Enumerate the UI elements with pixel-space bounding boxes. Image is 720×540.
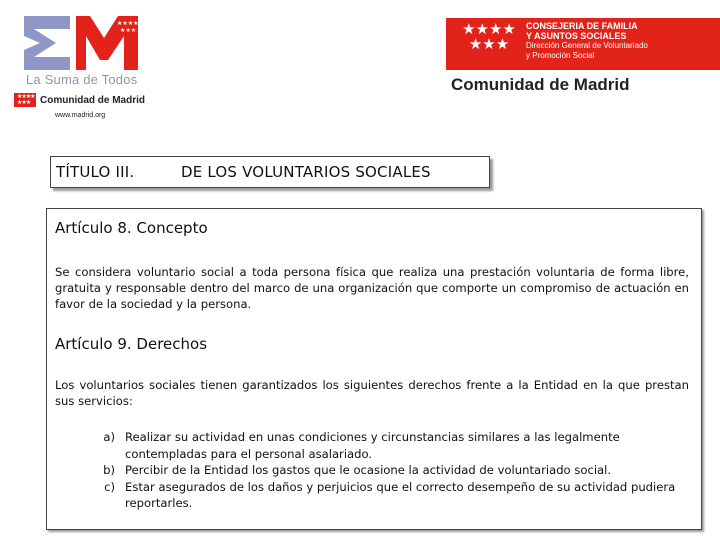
list-marker: a) <box>103 430 115 444</box>
madrid-flag-icon: ★★★★ ★★★ <box>14 93 36 107</box>
banner-line-1: CONSEJERIA DE FAMILIA <box>526 21 638 31</box>
madrid-url: www.madrid.org <box>55 112 106 119</box>
list-item-text: Percibir de la Entidad los gastos que le ocasione la actividad de voluntariado social. <box>125 463 612 477</box>
comunidad-madrid-small-logo <box>14 93 145 107</box>
article-9-body: Los voluntarios sociales tienen garantizados los siguientes derechos frente a la Entidad en la que prestan sus servicios: <box>55 378 689 408</box>
articles-box <box>46 208 702 530</box>
suma-de-todos-logo <box>24 16 140 70</box>
list-item-text: Realizar su actividad en unas condiciones y circunstancias similares a las legalmente contempladas para el personal asalariado. <box>125 430 620 461</box>
list-marker: b) <box>103 463 115 477</box>
comunidad-madrid-small-text: Comunidad de Madrid <box>40 94 145 106</box>
list-item <box>81 462 691 479</box>
logo-e-shape <box>24 16 70 70</box>
list-marker: c) <box>104 479 115 494</box>
rights-list <box>81 429 691 512</box>
section-title-box <box>50 156 490 188</box>
consejeria-banner <box>446 18 720 70</box>
banner-line-3: Dirección General de Voluntariado <box>526 41 648 50</box>
svg-text:★★★: ★★★ <box>120 27 137 34</box>
list-item <box>81 429 691 462</box>
title-text: DE LOS VOLUNTARIOS SOCIALES <box>181 163 431 181</box>
article-8-heading: Artículo 8. Concepto <box>55 219 208 237</box>
svg-text:★★★★: ★★★★ <box>117 20 139 27</box>
list-item-text: Estar asegurados de los daños y perjuicios que el correcto desempeño de su actividad pudiera reportarles. <box>125 479 676 510</box>
banner-line-2: Y ASUNTOS SOCIALES <box>526 30 627 41</box>
logo-tagline: La Suma de Todos <box>26 72 138 87</box>
banner-text <box>526 22 648 60</box>
logo-stars-icon <box>117 20 139 34</box>
article-8-body: Se considera voluntario social a toda persona física que realiza una prestación voluntaria de forma libre, gratuita y responsable dentro del marco de una organización que comporte un compromiso de actuación en favor de la sociedad y la persona. <box>55 265 689 311</box>
banner-stars-icon: ★★★★ ★★★ <box>462 20 516 53</box>
article-9-heading: Artículo 9. Derechos <box>55 335 208 353</box>
title-number: TÍTULO III. <box>56 163 135 181</box>
comunidad-madrid-title: Comunidad de Madrid <box>451 75 630 94</box>
list-item <box>81 479 691 512</box>
banner-line-4: y Promoción Social <box>526 50 595 60</box>
